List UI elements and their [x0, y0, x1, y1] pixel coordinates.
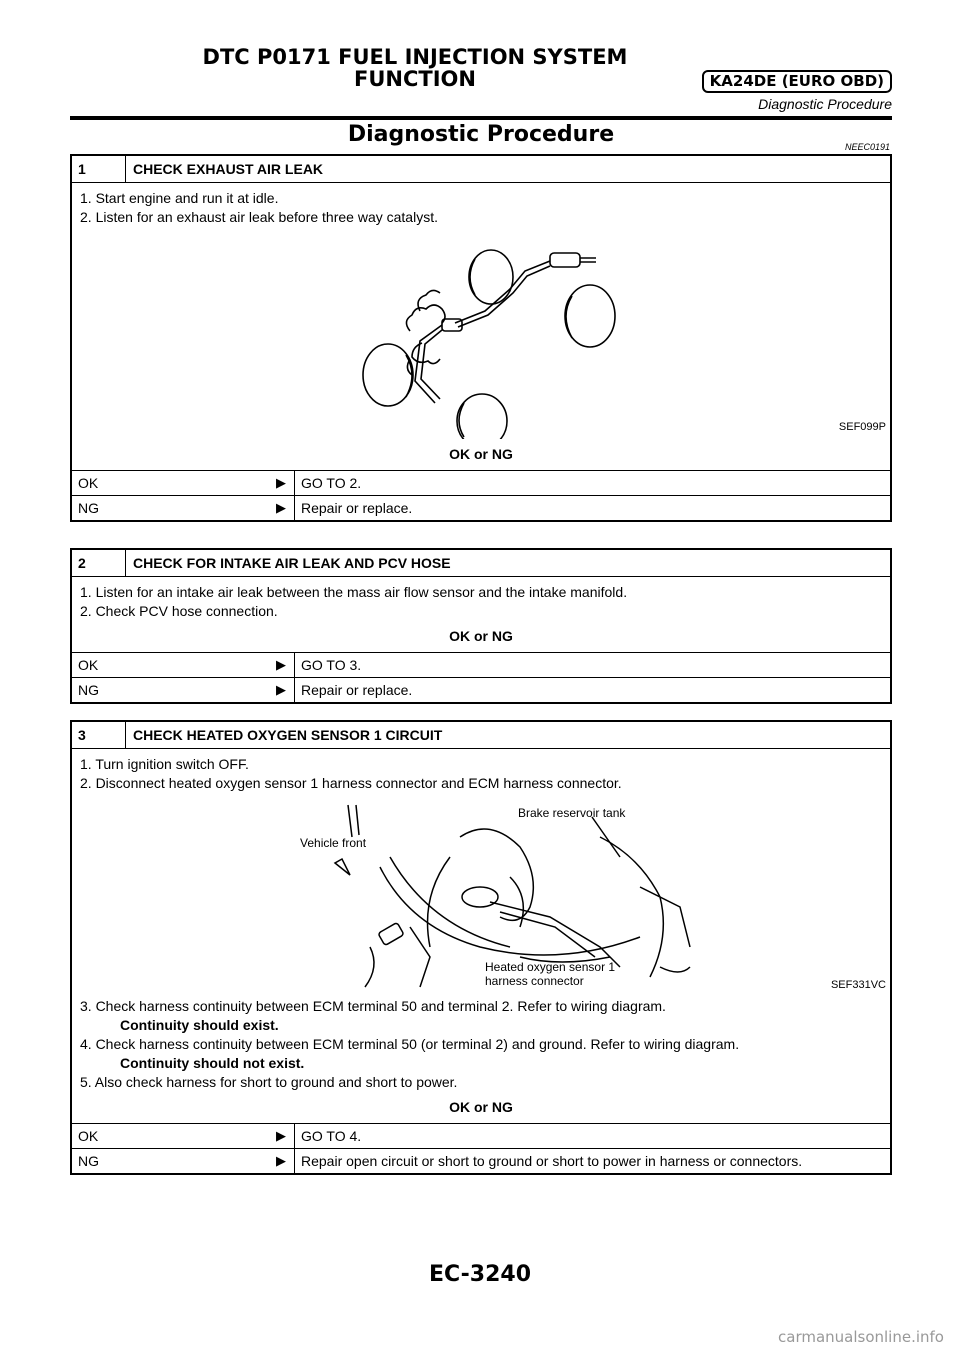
step-header [72, 156, 890, 183]
exhaust-leak-figure [80, 231, 886, 439]
step-1-box [70, 154, 892, 522]
instruction-line: 1. Listen for an intake air leak between the mass air flow sensor and the intake manifold. [80, 584, 628, 600]
result-action: GO TO 4. [294, 1124, 890, 1148]
step-number: 2 [72, 550, 126, 576]
result-row [72, 495, 890, 520]
arrow-icon: ▶ [276, 682, 286, 697]
result-action: Repair open circuit or short to ground or short to power in harness or connectors. [294, 1149, 890, 1173]
header-title-line1: DTC P0171 FUEL INJECTION SYSTEM [202, 45, 628, 69]
instruction-line: 5. Also check harness for short to ground and short to power. [80, 1074, 458, 1090]
step-number: 3 [72, 722, 126, 748]
section-title: Diagnostic Procedure [347, 122, 615, 147]
instruction-line: 2. Disconnect heated oxygen sensor 1 harness connector and ECM harness connector. [80, 775, 622, 791]
result-row [72, 1148, 890, 1173]
result-row [72, 1123, 890, 1148]
watermark-link[interactable]: carmanualsonline.info [778, 1328, 944, 1346]
result-action: GO TO 3. [294, 653, 890, 677]
step-2-box [70, 548, 892, 704]
arrow-icon: ▶ [276, 1153, 286, 1168]
arrow-icon: ▶ [276, 1128, 286, 1143]
step-3-box [70, 720, 892, 1175]
result-action: Repair or replace. [294, 678, 890, 702]
step-body [72, 183, 890, 470]
step-number: 1 [72, 156, 126, 182]
result-key: NG [78, 682, 99, 698]
result-row [72, 470, 890, 495]
result-key: NG [78, 1153, 99, 1169]
step-title: CHECK HEATED OXYGEN SENSOR 1 CIRCUIT [133, 727, 443, 743]
arrow-icon: ▶ [276, 500, 286, 515]
instruction-line: 1. Start engine and run it at idle. [80, 190, 279, 206]
header-rule [70, 116, 892, 120]
engine-bay-illustration [80, 797, 886, 997]
header-subtitle: Diagnostic Procedure [758, 96, 892, 112]
arrow-icon: ▶ [276, 657, 286, 672]
expected-result: Continuity should not exist. [120, 1055, 305, 1071]
figure-code: SEF099P [838, 421, 886, 433]
step-title: CHECK FOR INTAKE AIR LEAK AND PCV HOSE [133, 555, 451, 571]
result-action: Repair or replace. [294, 496, 890, 520]
instruction-line: 4. Check harness continuity between ECM terminal 50 (or terminal 2) and ground. Refer to wiring diagram. [80, 1036, 740, 1052]
engine-badge: KA24DE (EURO OBD) [702, 70, 892, 93]
label-sensor-line1: Heated oxygen sensor 1 [485, 960, 616, 974]
section-code: NEEC0191 [844, 142, 890, 152]
expected-result: Continuity should exist. [120, 1017, 279, 1033]
page-number: EC-3240 [428, 1262, 532, 1287]
result-key: OK [78, 1128, 99, 1144]
exhaust-system-illustration [80, 231, 886, 439]
instruction-line: 3. Check harness continuity between ECM terminal 50 and terminal 2. Refer to wiring diagram. [80, 998, 666, 1014]
label-brake-reservoir: Brake reservoir tank [518, 806, 626, 820]
result-row [72, 677, 890, 702]
label-vehicle-front: Vehicle front [300, 836, 367, 850]
result-key: OK [78, 657, 99, 673]
page-header-title [200, 46, 630, 90]
instruction-line: 2. Listen for an exhaust air leak before three way catalyst. [80, 209, 438, 225]
sensor-location-figure [80, 797, 886, 997]
result-key: NG [78, 500, 99, 516]
instruction-line: 2. Check PCV hose connection. [80, 603, 278, 619]
ok-or-ng-label: OK or NG [449, 446, 513, 462]
result-action: GO TO 2. [294, 471, 890, 495]
arrow-icon: ▶ [276, 475, 286, 490]
header-title-line2: FUNCTION [354, 67, 476, 91]
step-title: CHECK EXHAUST AIR LEAK [133, 161, 324, 177]
ok-or-ng-label: OK or NG [449, 1099, 513, 1115]
step-header [72, 550, 890, 577]
figure-code: SEF331VC [830, 979, 886, 991]
instruction-line: 1. Turn ignition switch OFF. [80, 756, 249, 772]
label-sensor-line2: harness connector [485, 974, 584, 988]
step-header [72, 722, 890, 749]
ok-or-ng-label: OK or NG [449, 628, 513, 644]
step-body [72, 749, 890, 1123]
result-key: OK [78, 475, 99, 491]
result-row [72, 652, 890, 677]
step-body [72, 577, 890, 652]
